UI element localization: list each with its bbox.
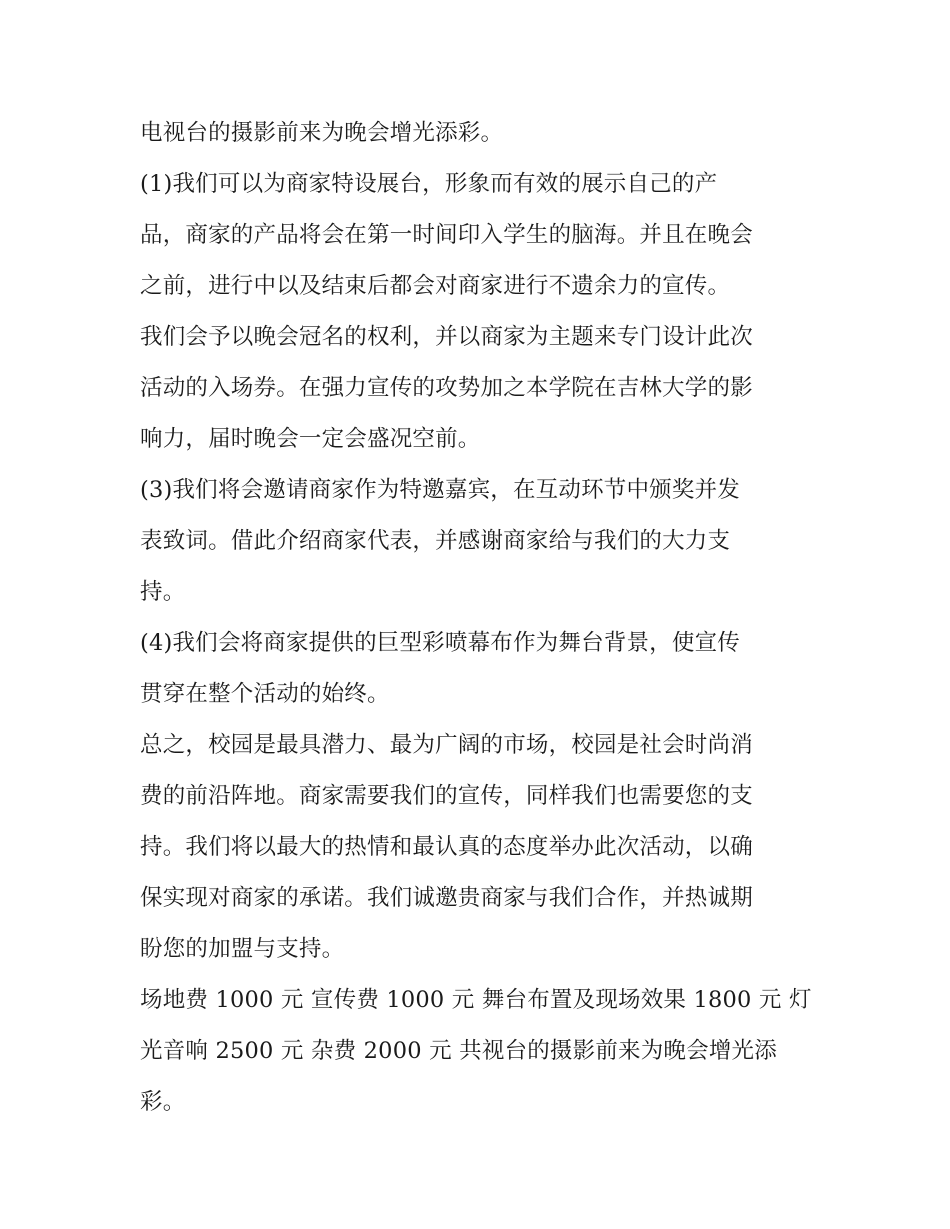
text-line: (1)我们可以为商家特设展台，形象而有效的展示自己的产 bbox=[140, 171, 718, 197]
text-line: 品，商家的产品将会在第一时间印入学生的脑海。并且在晚会 bbox=[140, 222, 753, 248]
text-line: 表致词。借此介绍商家代表，并感谢商家给与我们的大力支 bbox=[140, 528, 731, 554]
text-line: 总之，校园是最具潜力、最为广阔的市场，校园是社会时尚消 bbox=[140, 732, 753, 758]
text-line: 持。我们将以最大的热情和最认真的态度举办此次活动，以确 bbox=[140, 834, 753, 860]
text-line: 场地费 1000 元 宣传费 1000 元 舞台布置及现场效果 1800 元 灯 bbox=[140, 987, 812, 1013]
text-line: 彩。 bbox=[140, 1089, 186, 1115]
text-line: 活动的入场券。在强力宣传的攻势加之本学院在吉林大学的影 bbox=[140, 375, 753, 401]
text-line: 保实现对商家的承诺。我们诚邀贵商家与我们合作，并热诚期 bbox=[140, 885, 753, 911]
text-line: 持。 bbox=[140, 579, 186, 605]
text-line: 电视台的摄影前来为晚会增光添彩。 bbox=[140, 120, 504, 146]
text-line: 响力，届时晚会一定会盛况空前。 bbox=[140, 426, 481, 452]
text-line: 光音响 2500 元 杂费 2000 元 共视台的摄影前来为晚会增光添 bbox=[140, 1038, 777, 1064]
text-line: 之前，进行中以及结束后都会对商家进行不遗余力的宣传。 bbox=[140, 273, 731, 299]
text-line: 贯穿在整个活动的始终。 bbox=[140, 681, 390, 707]
text-line: (3)我们将会邀请商家作为特邀嘉宾，在互动环节中颁奖并发 bbox=[140, 477, 740, 503]
text-line: 盼您的加盟与支持。 bbox=[140, 936, 345, 962]
text-line: (4)我们会将商家提供的巨型彩喷幕布作为舞台背景，使宣传 bbox=[140, 630, 740, 656]
text-line: 费的前沿阵地。商家需要我们的宣传，同样我们也需要您的支 bbox=[140, 783, 753, 809]
document-body bbox=[140, 108, 820, 1128]
text-line: 我们会予以晚会冠名的权利，并以商家为主题来专门设计此次 bbox=[140, 324, 753, 350]
